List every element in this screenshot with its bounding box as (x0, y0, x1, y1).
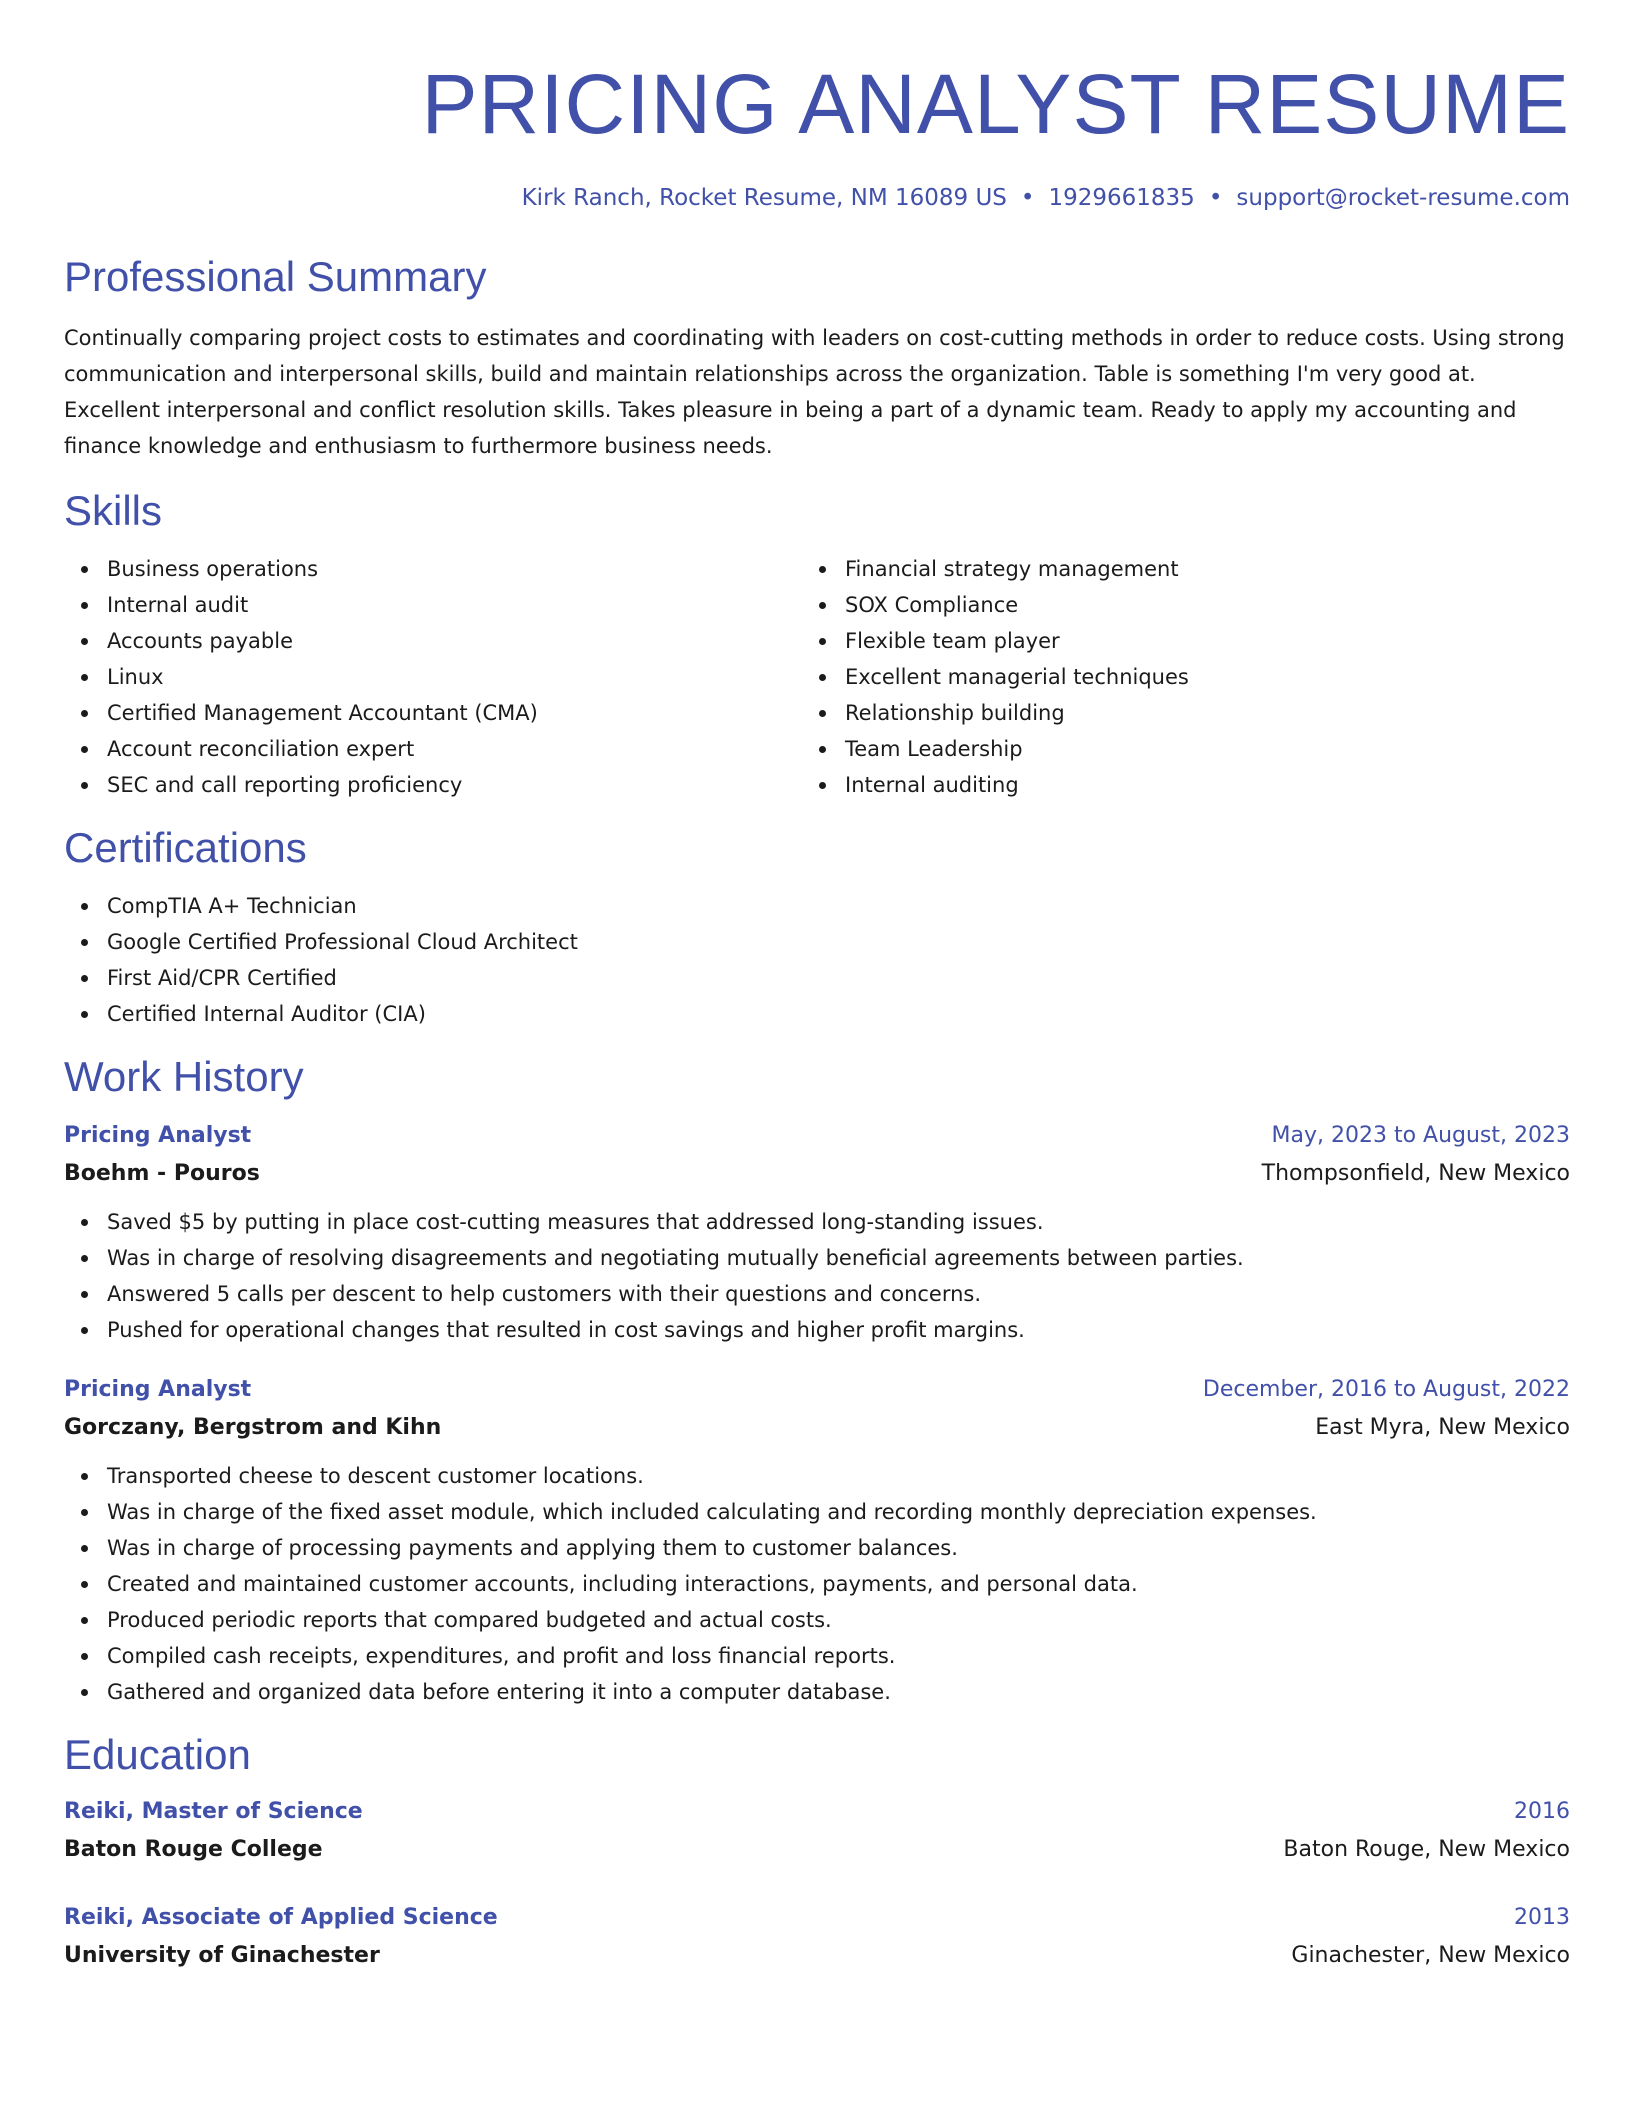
skills-column-left (64, 551, 802, 803)
skill-item: Certified Management Accountant (CMA) (64, 695, 802, 731)
skill-item: Relationship building (802, 695, 1540, 731)
education-location: Ginachester, New Mexico (1291, 1943, 1570, 1968)
section-title-education: Education (64, 1731, 251, 1778)
section-title-certifications: Certifications (64, 824, 307, 871)
job-header-row (64, 1372, 1570, 1408)
job-employer: Gorczany, Bergstrom and Kihn (64, 1415, 442, 1440)
job-location: East Myra, New Mexico (1315, 1415, 1570, 1440)
job-bullet: Produced periodic reports that compared budgeted and actual costs. (64, 1602, 1570, 1638)
job-bullets (64, 1204, 1570, 1348)
skill-item: SOX Compliance (802, 587, 1540, 623)
job-header-row (64, 1118, 1570, 1154)
contact-email: support@rocket-resume.com (1236, 185, 1570, 211)
contact-separator: • (1020, 185, 1035, 211)
job-bullet: Was in charge of the fixed asset module, which included calculating and recording monthly depreciation expenses. (64, 1494, 1570, 1530)
certification-item: Google Certified Professional Cloud Architect (64, 924, 1570, 960)
section-title-skills: Skills (64, 487, 163, 534)
skill-item: Internal auditing (802, 767, 1540, 803)
job-employer: Boehm - Pouros (64, 1161, 260, 1186)
skill-item: SEC and call reporting proficiency (64, 767, 802, 803)
education-year: 2013 (1514, 1905, 1570, 1930)
job-bullets (64, 1458, 1570, 1710)
education-year: 2016 (1514, 1799, 1570, 1824)
job-bullet: Transported cheese to descent customer locations. (64, 1458, 1570, 1494)
certification-item: First Aid/CPR Certified (64, 960, 1570, 996)
job-dates: May, 2023 to August, 2023 (1271, 1123, 1570, 1148)
education-school: Baton Rouge College (64, 1837, 323, 1862)
skill-item: Team Leadership (802, 731, 1540, 767)
certifications-list (64, 888, 1570, 1032)
job-dates: December, 2016 to August, 2022 (1202, 1377, 1570, 1402)
job-bullet: Answered 5 calls per descent to help customers with their questions and concerns. (64, 1276, 1570, 1312)
contact-line (64, 182, 1570, 214)
section-title-summary: Professional Summary (64, 253, 487, 300)
resume-header (64, 48, 1570, 214)
skill-item: Excellent managerial techniques (802, 659, 1540, 695)
skills-section (64, 484, 1570, 803)
job-bullet: Was in charge of resolving disagreements and negotiating mutually beneficial agreements between parties. (64, 1240, 1570, 1276)
skill-item: Account reconciliation expert (64, 731, 802, 767)
job-bullet: Saved $5 by putting in place cost-cutting measures that addressed long-standing issues. (64, 1204, 1570, 1240)
education-degree: Reiki, Associate of Applied Science (64, 1905, 498, 1930)
education-header-row (64, 1900, 1570, 1936)
education-entry (64, 1794, 1570, 1870)
skills-list-right (802, 551, 1540, 803)
job-employer-row (64, 1154, 1570, 1194)
summary-text: Continually comparing project costs to estimates and coordinating with leaders on cost-cutting methods in order to reduce costs. Using strong communication and interpersonal skills, build and maintain relationships across the organization. Table is something I'm very good at. Excellent interpersonal and conflict resolution skills. Takes pleasure in being a part of a dynamic team. Ready to apply my accounting and finance knowledge and enthusiasm to furthermore business needs. (64, 326, 1565, 458)
education-degree: Reiki, Master of Science (64, 1799, 363, 1824)
skill-item: Linux (64, 659, 802, 695)
skill-item: Financial strategy management (802, 551, 1540, 587)
education-school: University of Ginachester (64, 1943, 380, 1968)
resume-title: PRICING ANALYST RESUME (421, 57, 1570, 151)
job-bullet: Created and maintained customer accounts, including interactions, payments, and personal data. (64, 1566, 1570, 1602)
contact-address: Kirk Ranch, Rocket Resume, NM 16089 US (521, 185, 1007, 211)
certification-item: CompTIA A+ Technician (64, 888, 1570, 924)
education-location: Baton Rouge, New Mexico (1283, 1837, 1570, 1862)
skills-list-left (64, 551, 802, 803)
job-bullet: Compiled cash receipts, expenditures, and profit and loss financial reports. (64, 1638, 1570, 1674)
job-title: Pricing Analyst (64, 1377, 252, 1402)
education-school-row (64, 1830, 1570, 1870)
education-entry (64, 1900, 1570, 1976)
skill-item: Flexible team player (802, 623, 1540, 659)
contact-separator: • (1208, 185, 1223, 211)
skill-item: Business operations (64, 551, 802, 587)
job-entry (64, 1372, 1570, 1710)
job-employer-row (64, 1408, 1570, 1448)
certification-item: Certified Internal Auditor (CIA) (64, 996, 1570, 1032)
job-bullet: Was in charge of processing payments and applying them to customer balances. (64, 1530, 1570, 1566)
summary-section (64, 250, 1570, 464)
skill-item: Internal audit (64, 587, 802, 623)
job-bullet: Pushed for operational changes that resulted in cost savings and higher profit margins. (64, 1312, 1570, 1348)
contact-phone: 1929661835 (1048, 185, 1195, 211)
skill-item: Accounts payable (64, 623, 802, 659)
job-title: Pricing Analyst (64, 1123, 252, 1148)
certifications-section (64, 821, 1570, 1032)
skills-column-right (802, 551, 1540, 803)
education-header-row (64, 1794, 1570, 1830)
education-section (64, 1728, 1570, 1976)
skills-columns (64, 551, 1570, 803)
job-entry (64, 1118, 1570, 1348)
job-location: Thompsonfield, New Mexico (1261, 1161, 1570, 1186)
job-bullet: Gathered and organized data before entering it into a computer database. (64, 1674, 1570, 1710)
education-school-row (64, 1936, 1570, 1976)
section-title-work-history: Work History (64, 1053, 304, 1100)
work-history-section (64, 1050, 1570, 1710)
